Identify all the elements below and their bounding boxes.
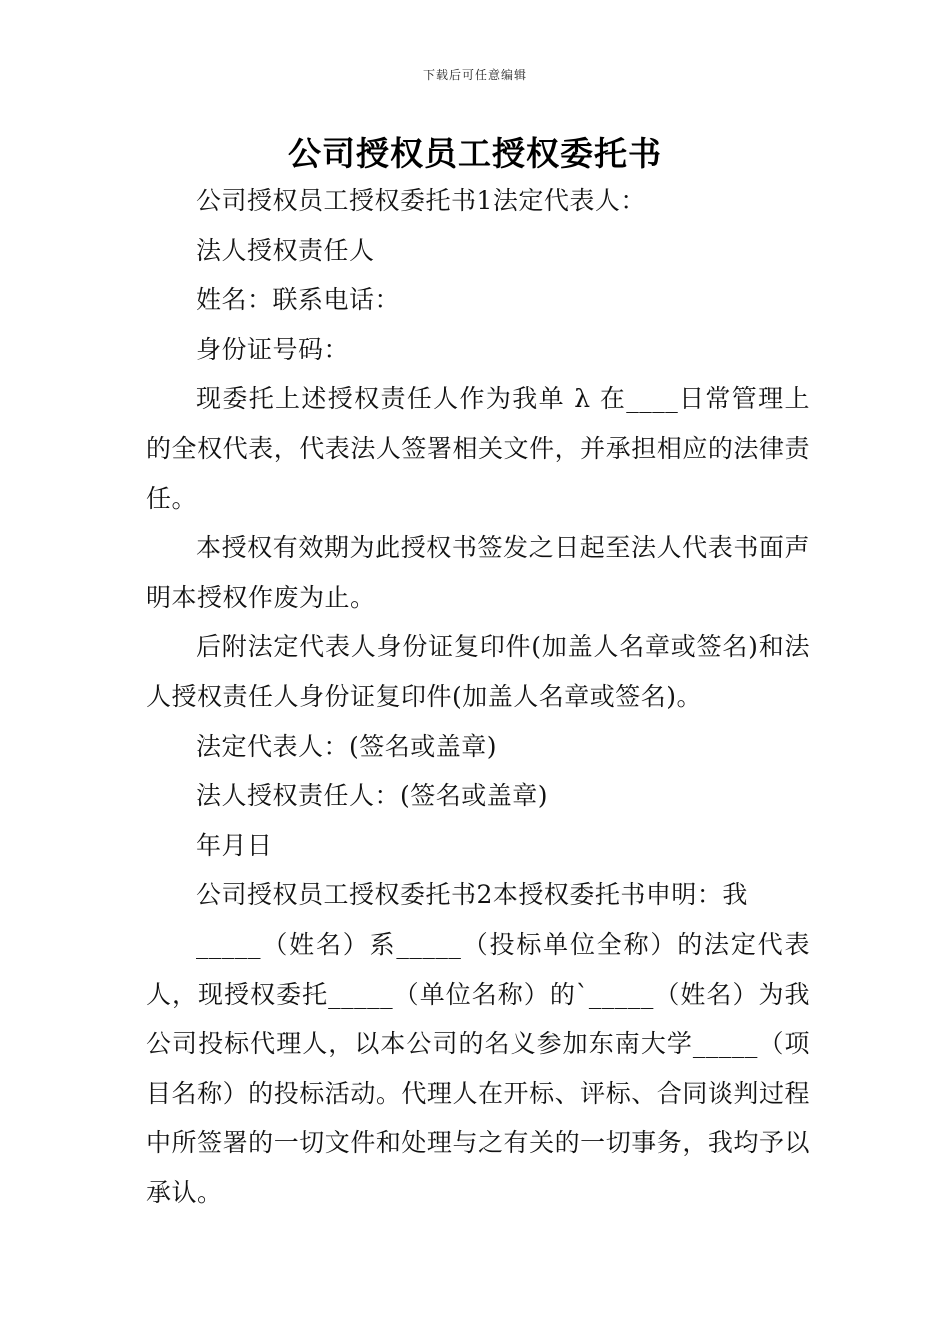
paragraph-5: 现委托上述授权责任人作为我单 λ 在____日常管理上的全权代表，代表法人签署相关文件，并承担相应的法律责任。 <box>146 384 810 513</box>
paragraph-1: 公司授权员工授权委托书1法定代表人： <box>196 186 646 215</box>
document-title: 公司授权员工授权委托书 <box>288 134 662 173</box>
paragraph-9: 法人授权责任人：(签名或盖章) <box>196 781 549 811</box>
paragraph-12: _____（姓名）系_____（投标单位全称）的法定代表人，现授权委托_____（单位名称）的`_____（姓名）为我公司投标代理人，以本公司的名义参加东南大学_____（项目名称）的投标活动。代理人在开标、评标、合同谈判过程中所签署的一切文件和处理与之有关的一切事务，我均予以承认。 <box>146 929 810 1207</box>
paragraph-11: 公司授权员工授权委托书2本授权委托书申明：我 <box>196 880 748 910</box>
paragraph-10: 年月日 <box>196 830 273 860</box>
paragraph-8: 法定代表人：(签名或盖章) <box>196 731 498 761</box>
paragraph-6: 本授权有效期为此授权书签发之日起至法人代表书面声明本授权作废为止。 <box>146 533 810 612</box>
paragraph-3: 姓名：联系电话： <box>196 285 401 315</box>
document-body <box>146 176 810 1217</box>
paragraph-2: 法人授权责任人 <box>196 235 375 265</box>
header-note: 下载后可任意编辑 <box>422 68 527 82</box>
paragraph-7: 后附法定代表人身份证复印件(加盖人名章或签名)和法人授权责任人身份证复印件(加盖人名章或签名)。 <box>146 632 810 711</box>
paragraph-4: 身份证号码： <box>196 334 350 364</box>
